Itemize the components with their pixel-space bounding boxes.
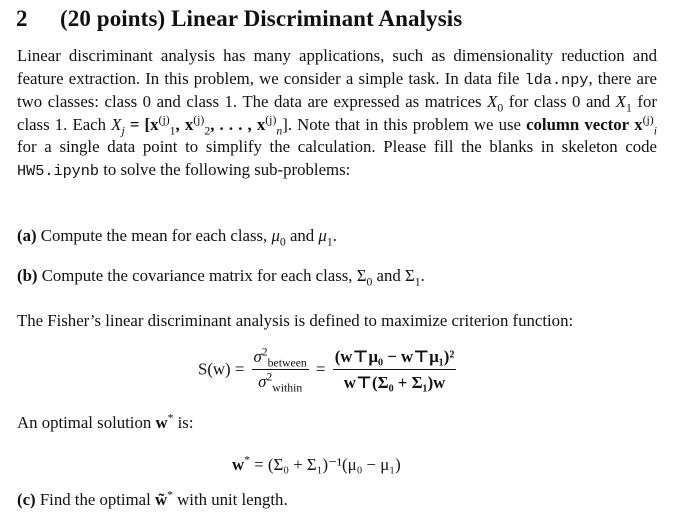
solution-rhs: = (Σ₀ + Σ₁)⁻¹(μ₀ − μ₁) bbox=[250, 455, 401, 474]
intro-text: for class 0 and bbox=[503, 92, 616, 112]
sup: * bbox=[244, 453, 250, 467]
solution-equation bbox=[232, 454, 401, 475]
sigma-between: σ bbox=[253, 347, 262, 366]
var-w: w bbox=[232, 455, 245, 474]
part-c bbox=[17, 490, 288, 510]
intro-text: Linear discriminant analysis has many applications, such as dimensionality reduction and feature extraction. In this problem, we consider a simple task. In data file bbox=[17, 46, 657, 88]
var-xj: X bbox=[111, 114, 122, 134]
intro-text: , there are two classes: class 0 and class 1. The data are expressed as matrices bbox=[17, 68, 658, 112]
section-title: (20 points) Linear Discriminant Analysis bbox=[60, 6, 463, 31]
fisher-text: The Fisher’s linear discriminant analysis is defined to maximize criterion function: bbox=[17, 311, 574, 330]
sub: 0 bbox=[279, 235, 286, 249]
sup: 2 bbox=[266, 370, 273, 384]
bold-term: column vector bbox=[526, 114, 630, 134]
projection-fraction bbox=[333, 346, 457, 393]
var-sigma0: Σ bbox=[356, 266, 367, 285]
projection-denominator: w⊤(Σ₀ + Σ₁)w bbox=[343, 373, 446, 392]
var-x0: X bbox=[487, 92, 498, 112]
projection-numerator: (w⊤μ₀ − w⊤μ₁)² bbox=[333, 346, 457, 370]
sup: 2 bbox=[261, 345, 268, 359]
sub: 1 bbox=[326, 235, 333, 249]
part-text: Compute the mean for each class, bbox=[36, 226, 272, 245]
section-number: 2 bbox=[16, 6, 28, 31]
part-b bbox=[17, 266, 425, 289]
var-sigma1: Σ bbox=[404, 266, 415, 285]
part-a bbox=[17, 226, 337, 249]
optimal-solution-text bbox=[17, 413, 194, 433]
sub: 2 bbox=[204, 124, 211, 138]
sup: (j) bbox=[265, 113, 277, 127]
sub: 1 bbox=[626, 101, 632, 115]
sub: j bbox=[121, 124, 125, 138]
part-text: Find the optimal bbox=[35, 490, 155, 509]
sup: (j) bbox=[158, 113, 170, 127]
part-text: and bbox=[285, 226, 319, 245]
sub: 1 bbox=[414, 275, 421, 289]
var-x1: X bbox=[615, 92, 626, 112]
expr: = [x bbox=[129, 114, 159, 134]
set-expression bbox=[129, 113, 293, 138]
sub: 0 bbox=[497, 101, 504, 115]
intro-text: to solve the following sub-problems: bbox=[99, 159, 351, 179]
vec-x: x bbox=[634, 114, 643, 134]
part-text: . bbox=[420, 266, 425, 285]
part-text: . bbox=[332, 226, 337, 245]
part-a-label: (a) bbox=[17, 226, 37, 245]
var-mu0: μ bbox=[271, 226, 280, 245]
intro-text: for a single data point to simplify the calculation. Please fill the blanks in skeleton code bbox=[17, 137, 657, 157]
sub: between bbox=[267, 356, 307, 370]
text: An optimal solution bbox=[17, 413, 156, 432]
var-w: w bbox=[155, 413, 168, 432]
expr: , . . . , x bbox=[210, 114, 266, 134]
intro-paragraph bbox=[17, 45, 657, 183]
section-heading bbox=[16, 6, 462, 32]
part-text: with unit length. bbox=[172, 490, 288, 509]
sub: 0 bbox=[366, 275, 373, 289]
criterion-lhs: S(w) = bbox=[198, 359, 245, 379]
intro-text: for class 1. Each bbox=[17, 92, 657, 134]
sub: 1 bbox=[169, 124, 176, 138]
part-b-label: (b) bbox=[17, 266, 38, 285]
intro-text: Note that in this problem we use bbox=[292, 114, 527, 134]
sub: within bbox=[272, 381, 303, 395]
sub: n bbox=[276, 124, 283, 138]
expr: , x bbox=[175, 114, 194, 134]
criterion-equation bbox=[198, 346, 459, 393]
sup: (j) bbox=[193, 113, 205, 127]
part-c-label: (c) bbox=[17, 490, 36, 509]
expr: ]. bbox=[282, 114, 293, 134]
equals-sign: = bbox=[316, 359, 326, 379]
part-text: Compute the covariance matrix for each class, bbox=[37, 266, 357, 285]
sub: i bbox=[653, 124, 657, 138]
sigma-within: σ bbox=[258, 372, 267, 391]
part-text: and bbox=[372, 266, 405, 285]
data-filename: lda.npy bbox=[524, 70, 589, 89]
text: is: bbox=[173, 413, 194, 432]
sup: * bbox=[167, 488, 173, 502]
code-filename: HW5.ipynb bbox=[17, 161, 100, 180]
var-mu1: μ bbox=[318, 226, 327, 245]
sup: * bbox=[167, 411, 174, 425]
variance-fraction bbox=[252, 345, 309, 395]
sup: (j) bbox=[642, 113, 654, 127]
var-w-tilde: w̃ bbox=[154, 490, 168, 509]
